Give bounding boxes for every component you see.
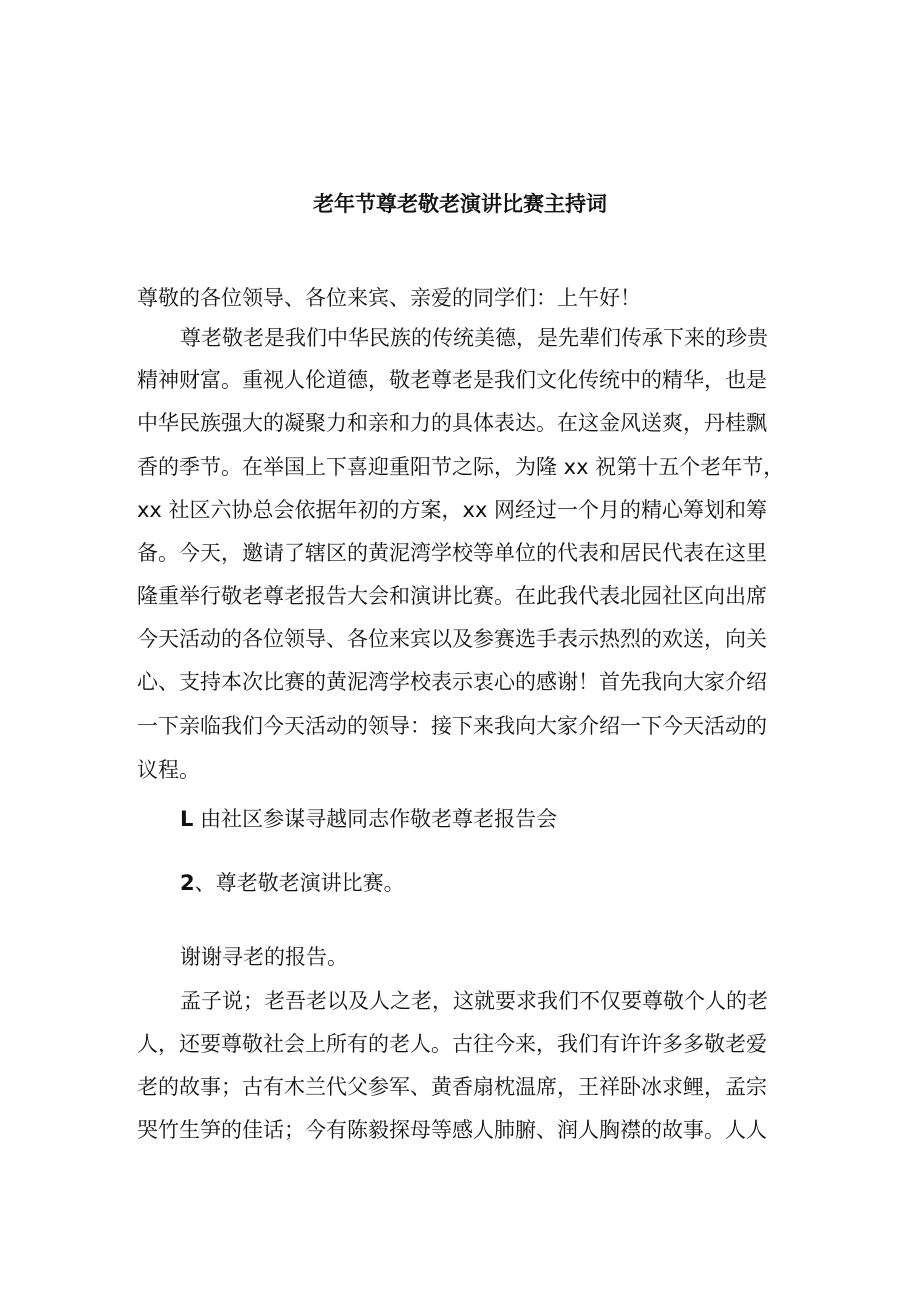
paragraph-line: 人，还要尊敬社会上所有的老人。古往今来，我们有许许多多敬老爱 — [137, 1032, 767, 1056]
paragraph-line: 中华民族强大的凝聚力和亲和力的具体表达。在这金风送爽，丹桂飘 — [137, 411, 767, 435]
agenda-item-marker: L — [180, 807, 194, 831]
paragraph-line: 尊老敬老是我们中华民族的传统美德，是先辈们传承下来的珍贵 — [180, 326, 768, 350]
paragraph-line: 议程。 — [137, 758, 200, 782]
paragraph-line: 哭竹生笋的佳话；今有陈毅探母等感人肺腑、润人胸襟的故事。人人 — [137, 1118, 767, 1142]
paragraph-line: 备。今天，邀请了辖区的黄泥湾学校等单位的代表和居民代表在这里 — [137, 541, 767, 565]
document-title: 老年节尊老敬老演讲比赛主持词 — [313, 192, 607, 216]
paragraph-line: 今天活动的各位领导、各位来宾以及参赛选手表示热烈的欢送，向关 — [137, 627, 767, 651]
agenda-item-1 — [180, 803, 830, 835]
agenda-item-text: 由社区参谋寻越同志作敬老尊老报告会 — [200, 807, 558, 831]
agenda-item-2 — [180, 867, 830, 899]
agenda-item-marker: 2 — [180, 871, 195, 895]
agenda-item-text: 、尊老敬老演讲比赛。 — [194, 871, 405, 895]
paragraph-line: 隆重举行敬老尊老报告大会和演讲比赛。在此我代表北园社区向出席 — [137, 584, 767, 608]
paragraph-line: 孟子说；老吾老以及人之老，这就要求我们不仅要尊敬个人的老 — [180, 989, 768, 1013]
paragraph-line: 心、支持本次比赛的黄泥湾学校表示衷心的感谢！首先我向大家介绍 — [137, 670, 767, 694]
paragraph-line: xx 社区六协总会依据年初的方案，xx 网经过一个月的精心筹划和筹 — [137, 498, 768, 522]
paragraph-line: 香的季节。在举国上下喜迎重阳节之际，为隆 xx 祝第十五个老年节， — [137, 455, 785, 479]
paragraph-line: 老的故事；古有木兰代父参军、黄香扇枕温席，王祥卧冰求鲤，孟宗 — [137, 1075, 767, 1099]
paragraph-line: 精神财富。重视人伦道德，敬老尊老是我们文化传统中的精华，也是 — [137, 368, 767, 392]
paragraph-line: 一下亲临我们今天活动的领导：接下来我向大家介绍一下今天活动的 — [137, 714, 767, 738]
thanks-line: 谢谢寻老的报告。 — [180, 945, 348, 969]
greeting-line: 尊敬的各位领导、各位来宾、亲爱的同学们：上午好！ — [137, 286, 641, 310]
